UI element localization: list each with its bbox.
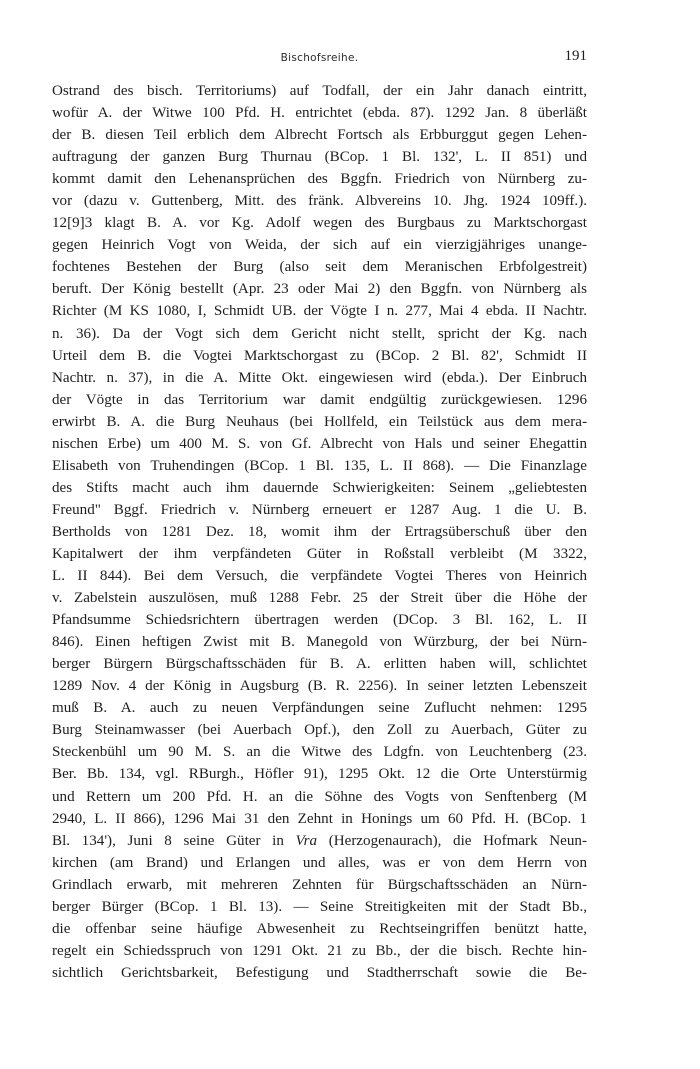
text-line: n. 36). Da der Vogt sich dem Gericht nicht stellt, spricht der Kg. nach [52,325,587,342]
text-line: und Rettern um 200 Pfd. H. an die Söhne des Vogts von Senftenberg (M [52,788,587,805]
text-line: Bl. 134'), Juni 8 seine Güter in Vra (Herzogenaurach), die Hofmark Neun- [52,832,587,849]
text-line: kirchen (am Brand) und Erlangen und alles, was er von dem Herrn von [52,854,587,871]
text-line: 12[9]3 klagt B. A. vor Kg. Adolf wegen des Burgbaus zu Marktschorgast [52,215,587,232]
text-line: Pfandsumme Schiedsrichtern übertragen werden (DCop. 3 Bl. 162, L. II [52,612,587,629]
text-line: vor (dazu v. Guttenberg, Mitt. des fränk. Albvereins 10. Jhg. 1924 109ff.). [52,193,587,210]
text-line: die offenbar seine häufige Abwesenheit zu Rechtseingriffen benützt hatte, [52,920,587,937]
text-line: 846). Einen heftigen Zwist mit B. Manegold von Würzburg, der bei Nürn- [52,634,587,651]
text-line: regelt ein Schiedsspruch von 1291 Okt. 21 zu Bb., der die bisch. Rechte hin- [52,942,587,959]
text-line: Grindlach erwarb, mit mehreren Zehnten für Bürgschaftsschäden an Nürn- [52,876,587,893]
text-line: Kapitalwert der ihm verpfändeten Güter in Roßstall verbleibt (M 3322, [52,545,587,562]
running-head: Bischofsreihe. [280,52,359,64]
text-line: berger Bürgern Bürgschaftsschäden für B. A. erlitten haben will, schlichtet [52,656,587,673]
text-line: v. Zabelstein auszulösen, muß 1288 Febr. 25 der Streit über die Höhe der [52,590,587,607]
text-line: Ostrand des bisch. Territoriums) auf Todfall, der ein Jahr danach eintritt, [52,83,587,99]
text-line: Burg Steinamwasser (bei Auerbach Opf.), den Zoll zu Auerbach, Güter zu [52,722,587,739]
page-number: 191 [564,48,587,64]
text-line: muß B. A. auch zu neuen Verpfändungen seine Zuflucht nehmen: 1295 [52,700,587,717]
page-header [52,48,587,70]
text-line: berger Bürger (BCop. 1 Bl. 13). — Seine Streitigkeiten mit der Stadt Bb., [52,898,587,915]
text-line: Richter (M KS 1080, I, Schmidt UB. der Vögte I n. 277, Mai 4 ebda. II Nachtr. [52,303,587,320]
text-line: nischen Erbe) um 400 M. S. von Gf. Albrecht von Hals und seiner Ehegattin [52,435,587,452]
text-line: 1289 Nov. 4 der König in Augsburg (B. R. 2256). In seiner letzten Lebenszeit [52,678,587,695]
text-line: Freund" Bggf. Friedrich v. Nürnberg erneuert er 1287 Aug. 1 die U. B. [52,501,587,518]
text-line: Urteil dem B. die Vogtei Marktschorgast zu (BCop. 2 Bl. 82', Schmidt II [52,347,587,364]
text-line: Elisabeth von Truhendingen (BCop. 1 Bl. 135, L. II 868). — Die Finanzlage [52,457,587,474]
text-line: erwirbt B. A. die Burg Neuhaus (bei Hollfeld, ein Teilstück aus dem mera- [52,413,587,430]
text-line: Bertholds von 1281 Dez. 18, womit ihm der Ertragsüberschuß über den [52,523,587,540]
text-line: L. II 844). Bei dem Versuch, die verpfändete Vogtei Theres von Heinrich [52,568,587,585]
text-line: 2940, L. II 866), 1296 Mai 31 den Zehnt in Honings um 60 Pfd. H. (BCop. 1 [52,810,587,827]
text-line: sichtlich Gerichtsbarkeit, Befestigung und Stadtherrschaft sowie die Be- [52,964,587,981]
text-line: Ber. Bb. 134, vgl. RBurgh., Höfler 91), 1295 Okt. 12 die Orte Unterstürmig [52,766,587,783]
text-line: wofür A. der Witwe 100 Pfd. H. entrichtet (ebda. 87). 1292 Jan. 8 überläßt [52,105,587,122]
text-line: beruft. Der König bestellt (Apr. 23 oder Mai 2) den Bggfn. von Nürnberg als [52,281,587,298]
text-line: der B. diesen Teil erblich dem Albrecht Fortsch als Erbburggut gegen Lehen- [52,127,587,144]
text-line: der Vögte in das Territorium war damit endgültig zurückgewiesen. 1296 [52,391,587,408]
book-page [52,48,587,984]
text-line: auftragung der ganzen Burg Thurnau (BCop. 1 Bl. 132', L. II 851) und [52,149,587,166]
text-line: fochtenes Bestehen der Burg (also seit dem Meranischen Erbfolgestreit) [52,259,587,276]
text-line: Nachtr. n. 37), in die A. Mitte Okt. eingewiesen wird (ebda.). Der Einbruch [52,369,587,386]
text-line: kommt damit den Lehenansprüchen des Bggfn. Friedrich von Nürnberg zu- [52,171,587,188]
body-text [52,80,587,984]
text-line: des Stifts macht auch ihm dauernde Schwierigkeiten: Seinem „geliebtesten [52,479,587,496]
text-line: Steckenbühl um 90 M. S. an die Witwe des Ldgfn. von Leuchtenberg (23. [52,744,587,761]
text-line: gegen Heinrich Vogt von Weida, der sich auf ein vierzigjähriges unange- [52,237,587,254]
